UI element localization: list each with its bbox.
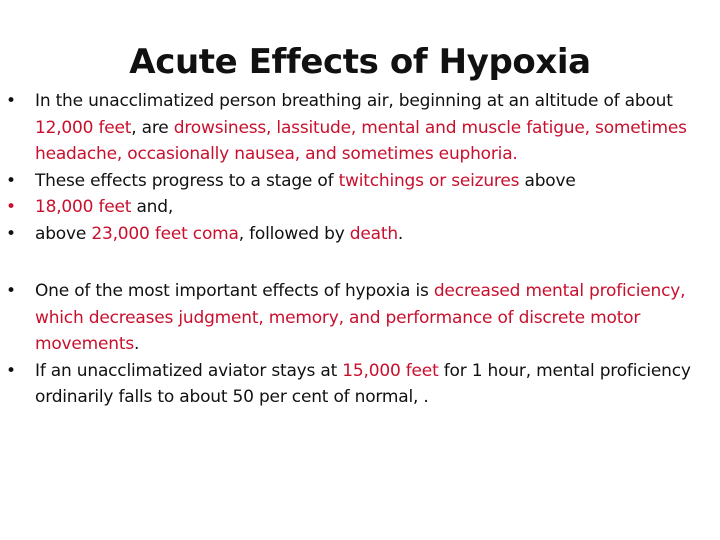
slide-title: Acute Effects of Hypoxia: [129, 42, 591, 82]
body-text: above: [35, 223, 92, 244]
bullet-marker: •: [6, 197, 16, 217]
highlighted-text: 18,000 feet: [35, 197, 132, 217]
bullet-marker: •: [6, 170, 16, 191]
body-text: In the unacclimatized person breathing air, beginning at an altitude of about: [35, 91, 673, 111]
bullet-marker: •: [6, 360, 16, 381]
highlighted-text: death: [349, 223, 398, 244]
highlighted-text: 12,000 feet: [35, 117, 132, 138]
body-text: If an unacclimatized aviator stays at: [35, 360, 343, 381]
highlighted-text: 23,000 feet coma: [91, 223, 239, 244]
body-text: for 1 hour, mental proficiency ordinarily falls to about 50 per cent of normal, .: [35, 360, 691, 407]
body-text: .: [397, 223, 404, 244]
body-text: .: [134, 334, 140, 354]
body-text: above: [519, 170, 576, 191]
bullet-item: [0, 194, 720, 221]
body-text: One of the most important effects of hypoxia is: [35, 281, 434, 301]
bullet-item: [0, 168, 720, 195]
highlighted-text: twitchings or seizures: [338, 170, 520, 191]
bullet-marker: •: [6, 223, 16, 244]
body-text: , followed by: [238, 223, 350, 244]
body-text: , are: [131, 117, 174, 138]
body-text: These effects progress to a stage of: [35, 170, 339, 191]
body-text: and,: [131, 197, 174, 217]
bullet-marker: •: [6, 91, 16, 111]
bullet-marker: •: [6, 281, 16, 301]
highlighted-text: decreased mental proficiency, which decreases judgment, memory, and performance of discrete motor movements: [35, 281, 686, 354]
bullet-item: [0, 278, 720, 358]
highlighted-text: 15,000 feet: [342, 360, 439, 381]
bullet-item: [0, 221, 720, 248]
bullet-item: [0, 88, 720, 168]
bullet-list: [0, 88, 720, 411]
highlighted-text: drowsiness, lassitude, mental and muscle fatigue, sometimes headache, occasionally nausea, and sometimes euphoria.: [35, 117, 687, 164]
bullet-item: [0, 358, 720, 411]
